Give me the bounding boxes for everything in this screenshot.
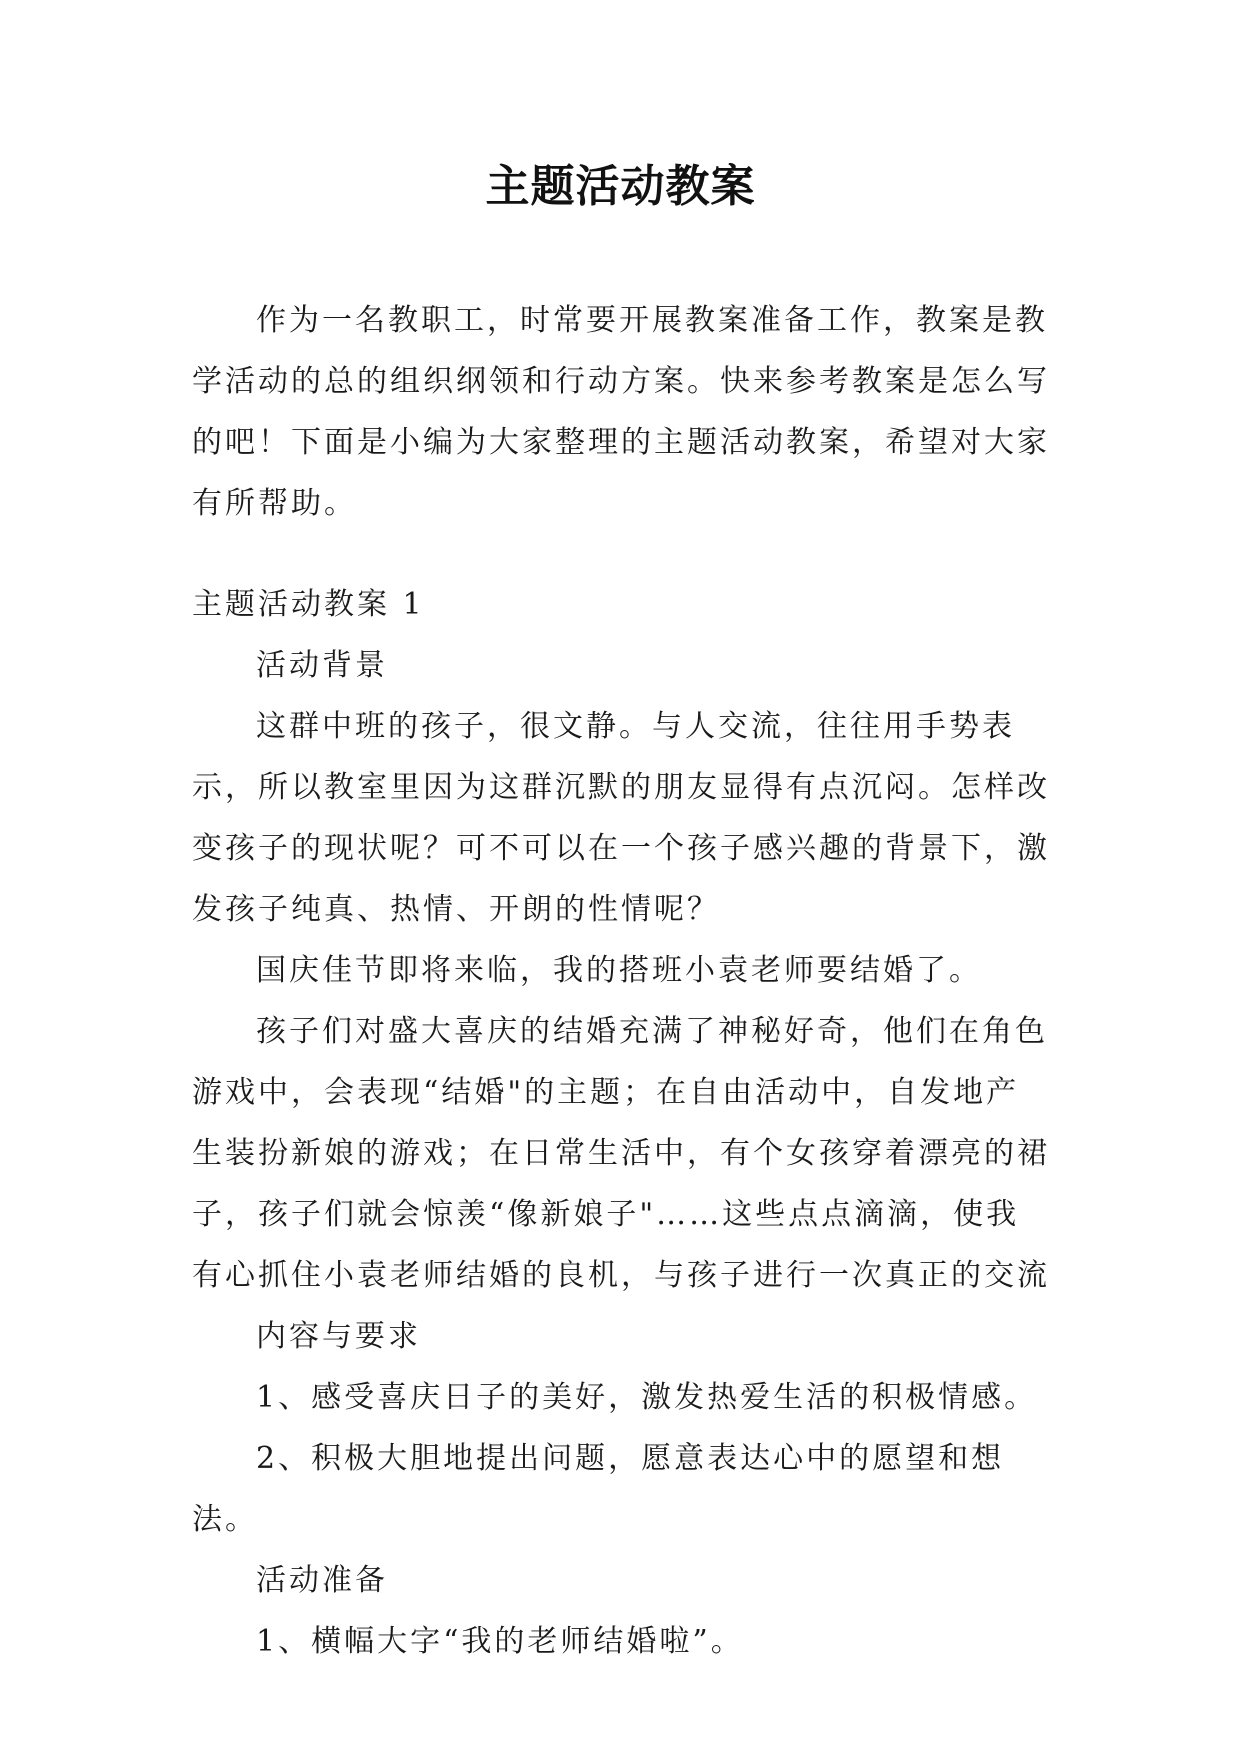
document-body [192,290,1052,1672]
section-heading: 主题活动教案 1 [192,587,425,622]
intro-paragraph: 作为一名教职工，时常要开展教案准备工作，教案是教学活动的总的组织纲领和行动方案。快来参考教案是怎么写的吧！下面是小编为大家整理的主题活动教案，希望对大家有所帮助。 [192,303,1050,521]
preparation-heading: 活动准备 [256,1563,388,1598]
preparation-item-1: 1、横幅大字“我的老师结婚啦”。 [256,1624,744,1659]
background-heading: 活动背景 [256,648,388,683]
background-paragraph-3: 孩子们对盛大喜庆的结婚充满了神秘好奇，他们在角色游戏中，会表现“结婚"的主题；在自由活动中，自发地产生装扮新娘的游戏；在日常生活中，有个女孩穿着漂亮的裙子，孩子们就会惊羡“像新娘子"……这些点点滴滴，使我有心抓住小袁老师结婚的良机，与孩子进行一次真正的交流 [192,1014,1050,1293]
requirement-item-2: 2、积极大胆地提出问题，愿意表达心中的愿望和想法。 [192,1441,1005,1537]
document-title: 主题活动教案 [485,161,756,212]
background-paragraph-2: 国庆佳节即将来临，我的搭班小袁老师要结婚了。 [256,953,982,988]
requirements-heading: 内容与要求 [256,1319,421,1354]
background-paragraph-1: 这群中班的孩子，很文静。与人交流，往往用手势表示，所以教室里因为这群沉默的朋友显得有点沉闷。怎样改变孩子的现状呢？可不可以在一个孩子感兴趣的背景下，激发孩子纯真、热情、开朗的性情呢？ [192,709,1050,927]
requirement-item-1: 1、感受喜庆日子的美好，激发热爱生活的积极情感。 [256,1380,1038,1415]
